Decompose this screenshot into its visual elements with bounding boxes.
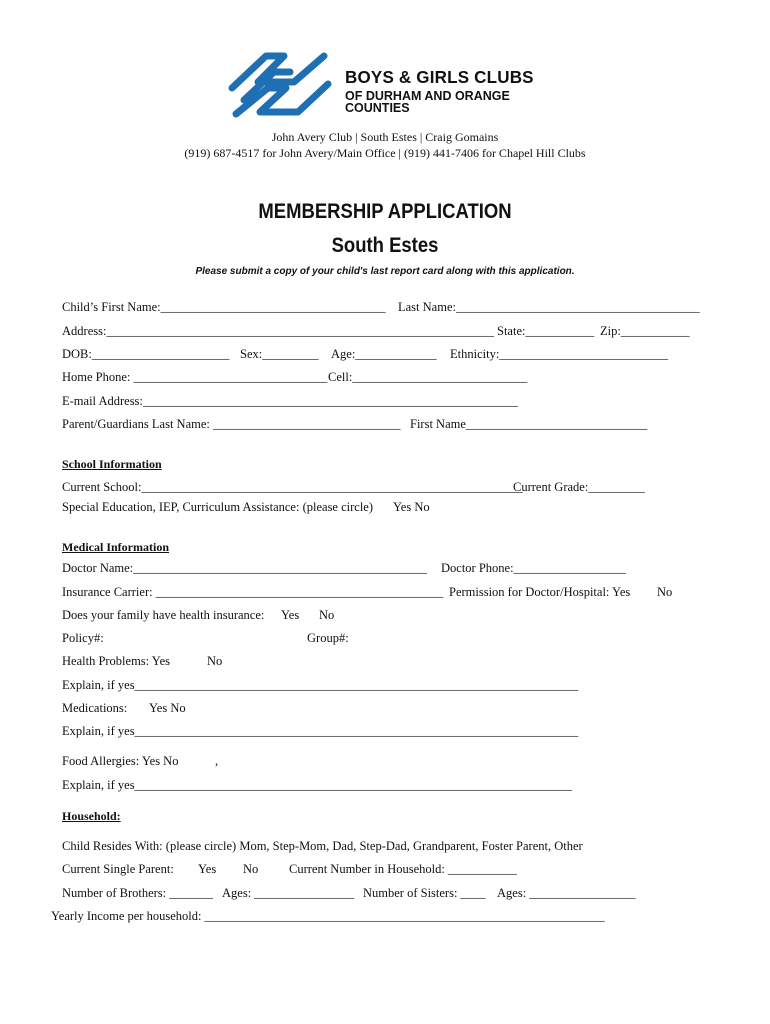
health-insurance-no[interactable]: No	[319, 608, 335, 622]
permission-yes[interactable]: Permission for Doctor/Hospital: Yes	[449, 585, 631, 599]
food-allergies-comma: ,	[215, 754, 219, 768]
zip-field[interactable]: Zip:___________	[600, 324, 690, 338]
contact-line1: John Avery Club | South Estes | Craig Gomains	[271, 130, 499, 144]
state-field[interactable]: State:___________	[497, 324, 595, 338]
health-insurance-label: Does your family have health insurance:	[62, 608, 265, 622]
insurance-carrier-field[interactable]: Insurance Carrier: ______________________________________________	[62, 585, 444, 599]
ethnicity-field[interactable]: Ethnicity:___________________________	[450, 347, 669, 361]
school-section-header: School Information	[62, 457, 162, 471]
food-allergies-explain-field[interactable]: Explain, if yes______________________________________________________________________	[62, 778, 573, 792]
guardian-last-name-field[interactable]: Parent/Guardians Last Name: ______________________________	[62, 417, 401, 431]
address-field[interactable]: Address:______________________________________________________________	[62, 324, 494, 338]
group-field[interactable]: Group#:	[307, 631, 349, 645]
page-subtitle: South Estes	[331, 234, 439, 257]
single-parent-no[interactable]: No	[243, 862, 259, 876]
current-school-field[interactable]: Current School:_____________________________________________________________	[62, 480, 523, 494]
last-name-field[interactable]: Last Name:_______________________________________	[398, 300, 700, 314]
age-field[interactable]: Age:_____________	[331, 347, 437, 361]
boys-girls-clubs-logo	[224, 48, 334, 126]
medications-label: Medications:	[62, 701, 128, 715]
dob-field[interactable]: DOB:______________________	[62, 347, 230, 361]
guardian-first-name-field[interactable]: First Name_____________________________	[410, 417, 648, 431]
cell-field[interactable]: Cell:____________________________	[328, 370, 528, 384]
special-ed-yes-no[interactable]: Yes No	[393, 500, 430, 514]
clubs-logo-icon	[224, 48, 334, 126]
org-name-line1: BOYS & GIRLS CLUBS	[345, 67, 534, 88]
single-parent-yes[interactable]: Yes	[198, 862, 217, 876]
sex-field[interactable]: Sex:_________	[240, 347, 319, 361]
special-ed-label: Special Education, IEP, Curriculum Assistance: (please circle)	[62, 500, 374, 514]
current-grade-field[interactable]: Current Grade:_________	[513, 480, 645, 494]
sisters-ages-field[interactable]: Ages: _________________	[497, 886, 636, 900]
brothers-ages-field[interactable]: Ages: ________________	[222, 886, 355, 900]
contact-line2: (919) 687-4517 for John Avery/Main Office | (919) 441-7406 for Chapel Hill Clubs	[184, 146, 586, 160]
org-name-line2: OF DURHAM AND ORANGE	[345, 89, 510, 103]
household-number-field[interactable]: Current Number in Household: ___________	[289, 862, 517, 876]
doctor-name-field[interactable]: Doctor Name:_______________________________________________	[62, 561, 427, 575]
permission-no[interactable]: No	[657, 585, 673, 599]
doctor-phone-field[interactable]: Doctor Phone:__________________	[441, 561, 627, 575]
resides-with-options[interactable]: Child Resides With: (please circle) Mom, Step-Mom, Dad, Step-Dad, Grandparent, Foster Parent, Other	[62, 839, 583, 853]
food-allergies-yes-no[interactable]: Food Allergies: Yes No	[62, 754, 179, 768]
policy-field[interactable]: Policy#:	[62, 631, 104, 645]
first-name-field[interactable]: Child’s First Name:____________________________________	[62, 300, 386, 314]
medical-section-header: Medical Information	[62, 540, 169, 554]
health-problems-yes[interactable]: Health Problems: Yes	[62, 654, 170, 668]
single-parent-label: Current Single Parent:	[62, 862, 174, 876]
yearly-income-field[interactable]: Yearly Income per household: ________________________________________________________________	[51, 909, 605, 923]
medications-yes-no[interactable]: Yes No	[149, 701, 186, 715]
medications-explain-field[interactable]: Explain, if yes_______________________________________________________________________	[62, 724, 579, 738]
email-field[interactable]: E-mail Address:____________________________________________________________	[62, 394, 518, 408]
health-explain-field[interactable]: Explain, if yes_______________________________________________________________________	[62, 678, 579, 692]
report-card-note: Please submit a copy of your child's last report card along with this application.	[195, 266, 575, 277]
home-phone-field[interactable]: Home Phone: _______________________________	[62, 370, 328, 384]
brothers-field[interactable]: Number of Brothers: _______	[62, 886, 214, 900]
page-title: MEMBERSHIP APPLICATION	[258, 200, 512, 223]
household-section-header: Household:	[62, 809, 121, 823]
org-name-line3: COUNTIES	[345, 101, 410, 115]
health-insurance-yes[interactable]: Yes	[281, 608, 300, 622]
health-problems-no[interactable]: No	[207, 654, 223, 668]
sisters-field[interactable]: Number of Sisters: ____	[363, 886, 486, 900]
